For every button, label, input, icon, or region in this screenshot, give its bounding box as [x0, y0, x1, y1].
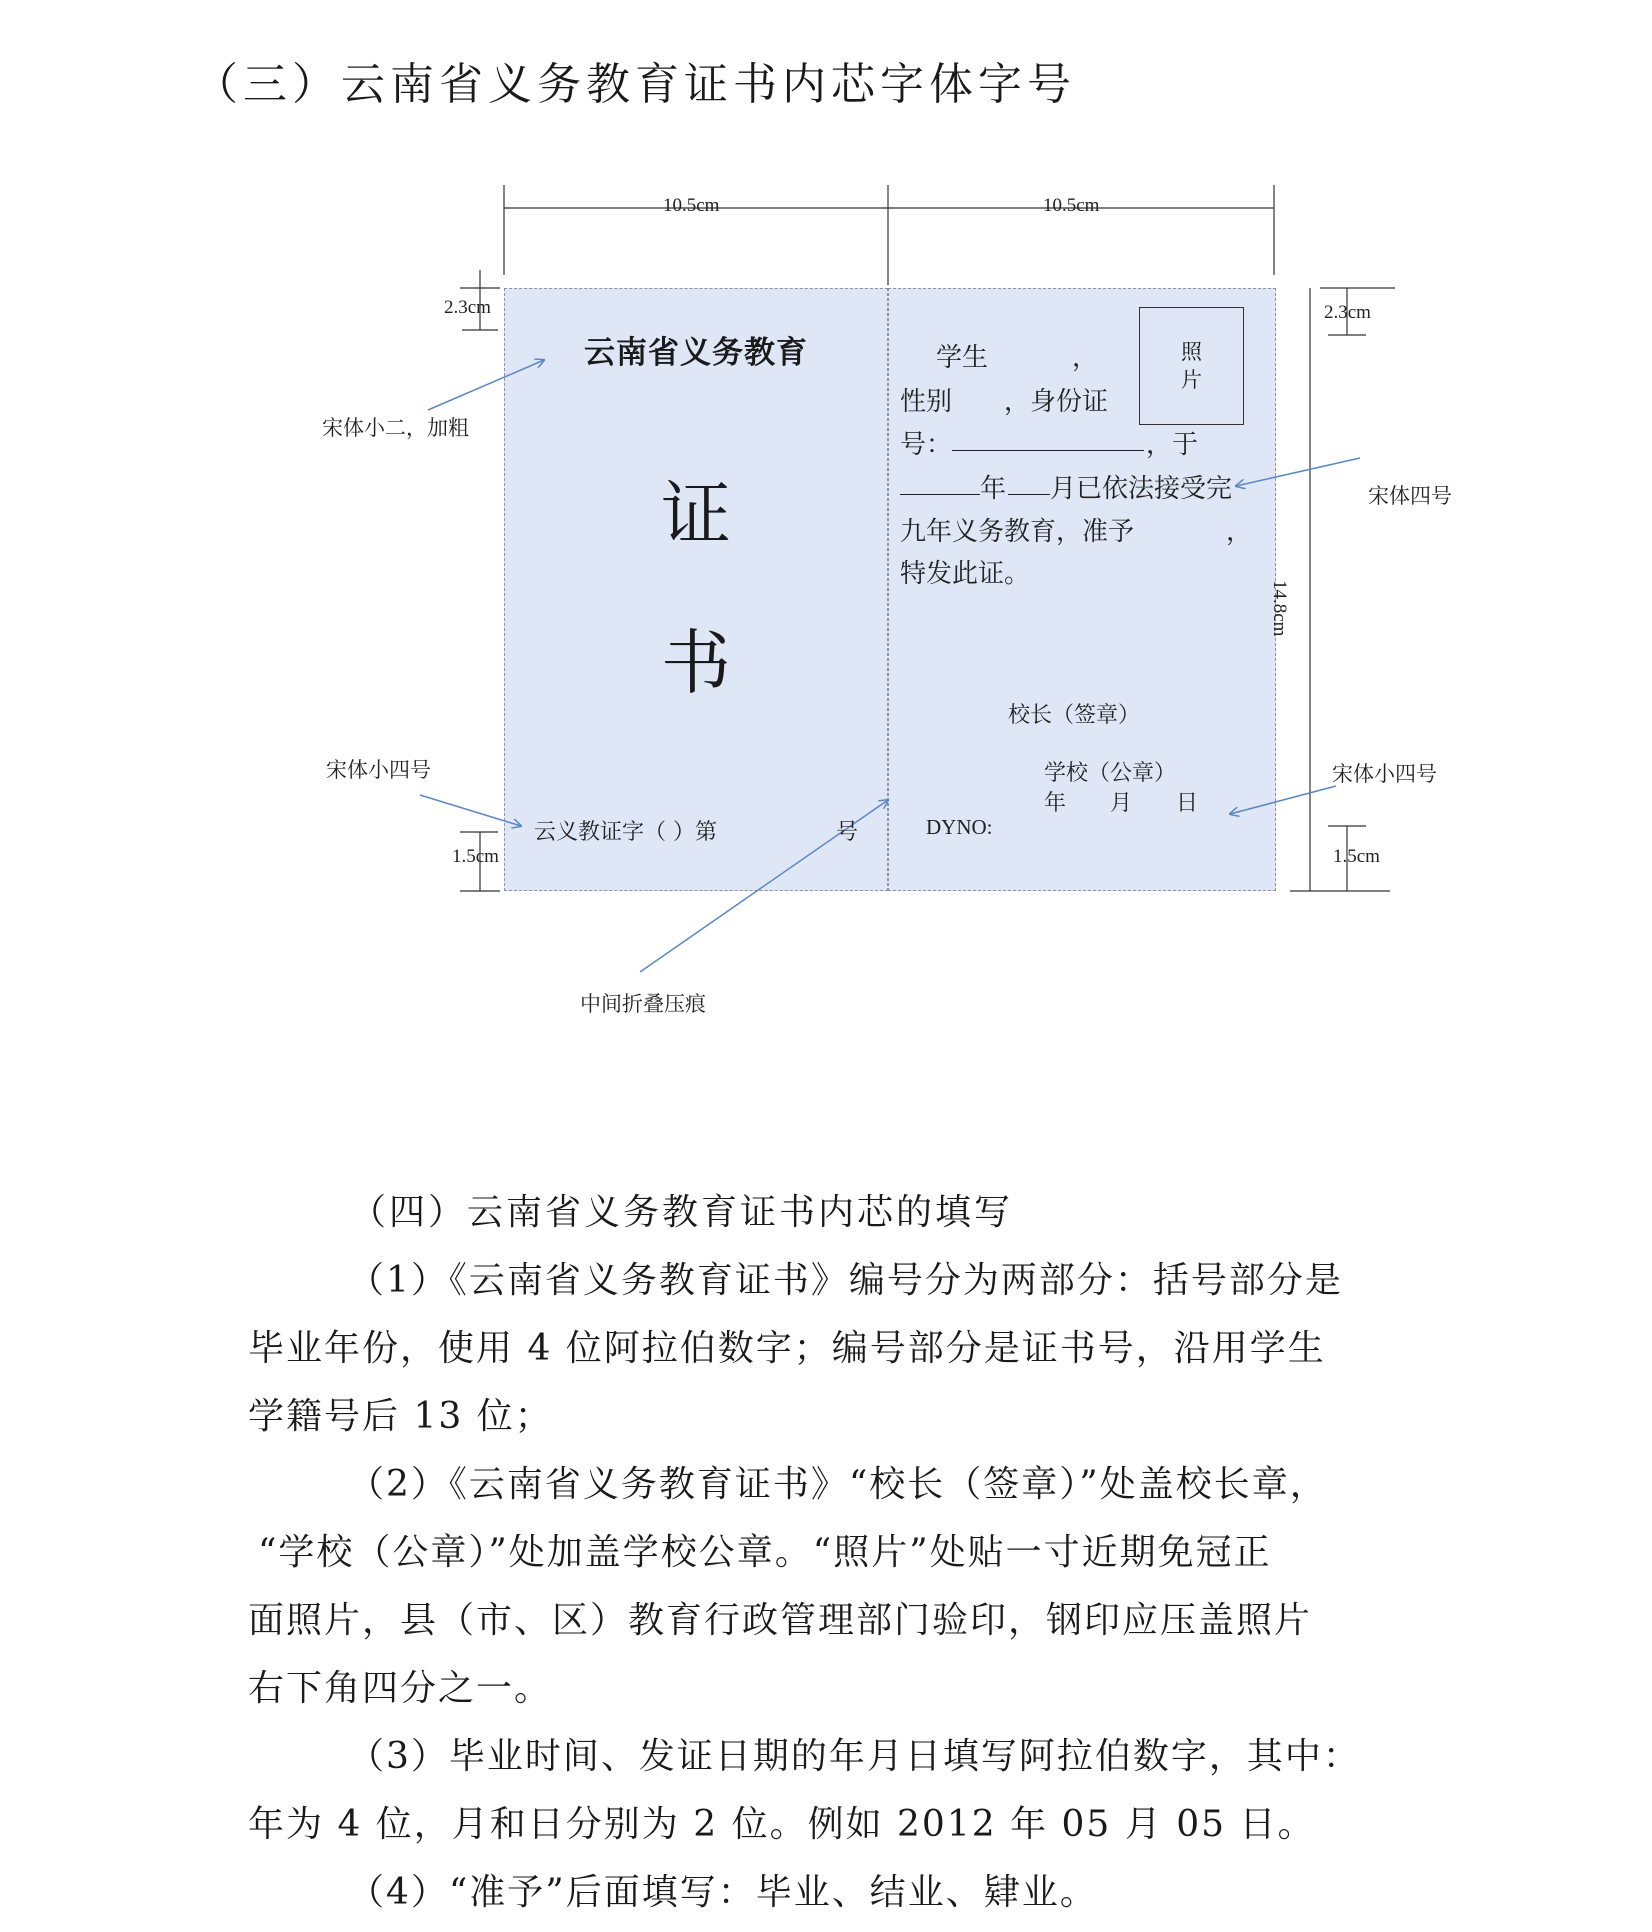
principal-signature-label: 校长（签章） — [1008, 703, 1141, 728]
year-label: 年 — [980, 474, 1007, 504]
width-dimension-line — [504, 185, 1274, 285]
photo-label-1: 照 — [1181, 340, 1202, 364]
note-left-small-font: 宋体小四号 — [326, 758, 431, 782]
top-margin-left-label: 2.3cm — [444, 297, 491, 318]
height-label: 14.8cm — [1269, 580, 1290, 637]
gender-id-line: 性别 ，身份证 — [900, 387, 1109, 417]
certificate-number-prefix: 云义教证字（ ）第 — [534, 820, 717, 845]
paragraph-2-line-4: 右下角四分之一。 — [248, 1668, 553, 1709]
paragraph-3-line-2: 年为 4 位，月和日分别为 2 位。例如 2012 年 05 月 05 日。 — [248, 1804, 1316, 1845]
section-heading-three: （三）云南省义务教育证书内芯字体字号 — [194, 59, 1076, 110]
education-line: 九年义务教育，准予 — [900, 517, 1135, 547]
note-body-font: 宋体四号 — [1368, 484, 1452, 508]
width-left-label: 10.5cm — [663, 195, 720, 216]
certificate-char-zheng: 证 — [661, 473, 731, 555]
id-number-line-start: 号： — [900, 430, 953, 460]
id-number-blank — [952, 428, 1144, 451]
education-comma: ， — [1226, 517, 1253, 547]
paragraph-2-line-2: “学校（公章）”处加盖学校公章。“照片”处贴一寸近期免冠正 — [258, 1532, 1272, 1573]
body-font-arrow — [1236, 458, 1360, 486]
certificate-number-suffix: 号 — [836, 820, 859, 845]
top-margin-right-label: 2.3cm — [1324, 302, 1371, 323]
note-right-small-font: 宋体小四号 — [1332, 762, 1437, 786]
paragraph-2-line-1: （2）《云南省义务教育证书》“校长（签章）”处盖校长章， — [348, 1464, 1328, 1505]
year-blank — [900, 472, 980, 495]
right-small-font-arrow — [1230, 786, 1336, 814]
school-seal-label: 学校（公章） — [1044, 761, 1177, 786]
issue-date-label: 年 月 日 — [1044, 791, 1199, 816]
left-small-font-arrow — [420, 795, 521, 826]
issue-line: 特发此证。 — [900, 559, 1031, 589]
certificate-title: 云南省义务教育 — [584, 335, 808, 371]
paragraph-1-line-3: 学籍号后 13 位； — [248, 1396, 553, 1437]
dyno-label: DYNO: — [926, 815, 993, 839]
id-number-line-end: ，于 — [1146, 430, 1199, 460]
paragraph-2-line-3: 面照片，县（市、区）教育行政管理部门验印，钢印应压盖照片 — [248, 1600, 1313, 1641]
section-heading-four: （四）云南省义务教育证书内芯的填写 — [350, 1192, 1014, 1233]
bottom-margin-right-label: 1.5cm — [1333, 846, 1380, 867]
bottom-margin-left-label: 1.5cm — [452, 846, 499, 867]
month-blank — [1008, 472, 1050, 495]
note-fold-crease: 中间折叠压痕 — [580, 992, 706, 1016]
paragraph-1-line-2: 毕业年份，使用 4 位阿拉伯数字；编号部分是证书号，沿用学生 — [248, 1328, 1326, 1369]
height-dimension-line — [1290, 288, 1390, 891]
paragraph-1-line-1: （1）《云南省义务教育证书》编号分为两部分：括号部分是 — [348, 1260, 1343, 1301]
note-title-font: 宋体小二，加粗 — [322, 416, 469, 440]
paragraph-4-line-1: （4）“准予”后面填写：毕业、结业、肄业。 — [348, 1872, 1098, 1913]
width-right-label: 10.5cm — [1043, 195, 1100, 216]
completion-line: 月已依法接受完 — [1050, 474, 1233, 504]
certificate-char-shu: 书 — [661, 622, 731, 704]
photo-label-2: 片 — [1181, 368, 1202, 392]
student-comma: ， — [1072, 343, 1099, 373]
student-label: 学生 — [936, 343, 989, 373]
paragraph-3-line-1: （3）毕业时间、发证日期的年月日填写阿拉伯数字，其中： — [348, 1736, 1361, 1777]
